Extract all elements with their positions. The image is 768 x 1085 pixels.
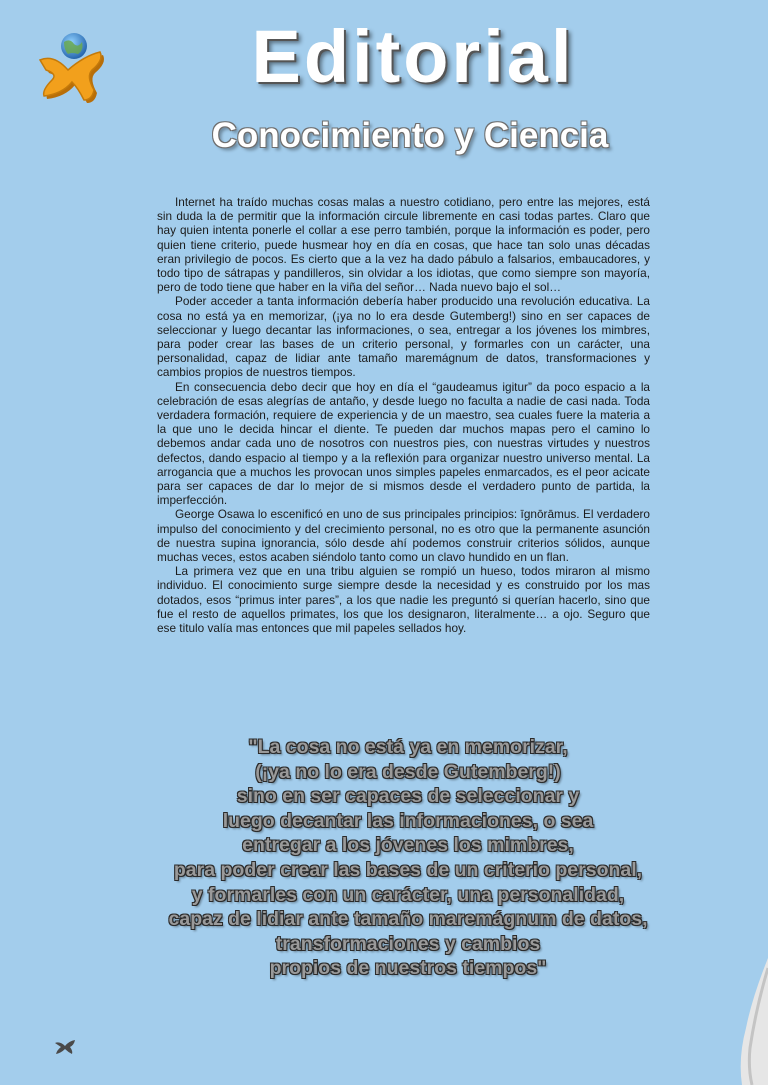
article-paragraph: En consecuencia debo decir que hoy en día el “gaudeamus igitur” da poco espacio a la celebración de esas alegrías de antaño, y desde luego no faculta a nadie de casi nada. Toda verdadera formación, requiere de experiencia y de un maestro, sea cuales fuere la materia a la que uno le decida hincar el diente. Te pueden dar muchos mapas pero el camino lo debemos andar cada uno de nosotros con nuestros pies, con nuestras virtudes y nuestros defectos, dando espacio al tiempo y a la reflexión para organizar nuestro universo mental. La arrogancia que a muchos les provocan unos simples papeles enmarcados, es el peor acicate para ser capaces de dar lo mejor de si mismos desde el verdadero punto de partida, la imperfección. [157,379,650,508]
cross-mark-icon [54,1037,76,1055]
pull-quote [0,735,768,981]
pull-quote-line: entregar a los jóvenes los mimbres, [242,834,574,857]
article-paragraph: La primera vez que en una tribu alguien se rompió un hueso, todos miraron al mismo individuo. El conocimiento surge siempre desde la necesidad y es construido por los mas dotados, esos “primus inter pares”, a los que nadie les preguntó si querían hacerlo, sino que fue el resto de aquellos primates, los que los designaron, literalmente… a ojo. Seguro que ese titulo valía mas entonces que mil papeles sellados hoy. [157,564,650,636]
article-paragraph: Poder acceder a tanta información debería haber producido una revolución educativa. La cosa no está ya en memorizar, (¡ya no lo era desde Gutemberg!) sino en ser capaces de seleccionar y luego decantar las informaciones, o sea, entregar a los jóvenes los mimbres, para poder crear las bases de un criterio personal, y formarles con un carácter, una personalidad, capaz de lidiar ante tamaño maremágnum de datos, transformaciones y cambios propios de nuestros tiempos. [157,294,650,380]
pull-quote-line: luego decantar las informaciones, o sea [222,809,594,832]
pull-quote-line: "La cosa no está ya en memorizar, [248,736,568,758]
pull-quote-line: sino en ser capaces de seleccionar y [236,785,580,808]
article-paragraph: George Osawa lo escenificó en uno de sus principales principios: īgnōrāmus. El verdadero impulso del conocimiento y del crecimiento personal, no es otro que la permanente asunción de nuestra supina ignorancia, sólo desde ahí podemos construir criterios sólidos, aunque muchas veces, estos acaben siéndolo tanto como un clavo hundido en un flan. [157,507,650,565]
pull-quote-line: capaz de lidiar ante tamaño maremágnum de datos, [168,908,648,931]
pull-quote-line: y formarles con un carácter, una personalidad, [191,883,625,906]
pull-quote-line: (¡ya no lo era desde Gutemberg!) [255,760,561,783]
pull-quote-line: para poder crear las bases de un criterio personal, [173,858,643,881]
article-paragraph: Internet ha traído muchas cosas malas a nuestro cotidiano, pero entre las mejores, está sin duda la de permitir que la información circule libremente en casi todas partes. Claro que hay quien intenta ponerle el collar a ese perro también, porque la información es poder, pero quien tiene criterio, puede husmear hoy en día en cosas, que hace tan solo unas décadas eran privilegio de pocos. Es cierto que a la vez ha dado pábulo a falsarios, embaucadores, y todo tipo de sátrapas y pandilleros, sin olvidar a los idiotas, que como siempre son mayoría, pero de todo tiene que haber en la viña del señor… Nada nuevo bajo el sol… [157,195,650,295]
page-subtitle: Conocimiento y Ciencia [211,116,609,155]
article-body [157,195,650,635]
pull-quote-line: propios de nuestros tiempos" [269,957,547,980]
pull-quote-line: transformaciones y cambios [275,932,541,955]
page-title: Editorial [251,15,575,98]
corner-decoration [738,958,768,1085]
